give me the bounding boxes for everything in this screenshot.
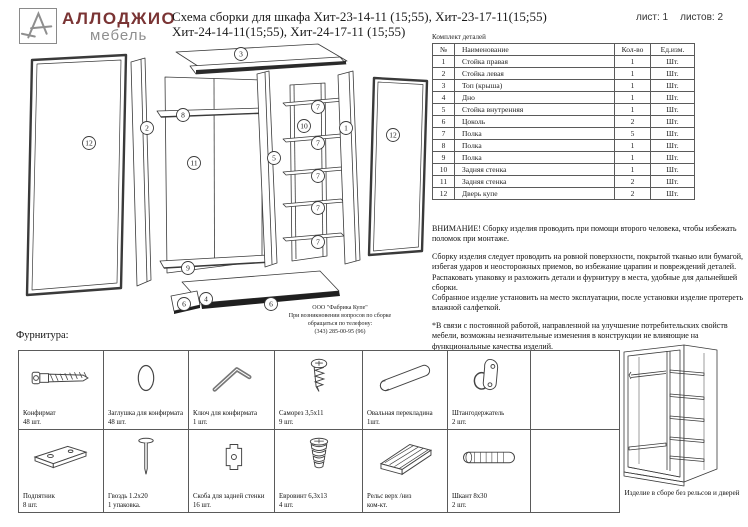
hardware-item [189,430,275,512]
note-paragraph: Собранное изделие установить на место эксплуатации, после установки изделие протереть влажной салфеткой. [432,292,744,313]
parts-table-row [433,80,695,92]
parts-table-column-header: № [433,44,455,56]
hardware-item [363,430,448,512]
hardware-item-label: Гвоздь 1.2х20 1 упаковка. [108,493,148,509]
part-number-label [312,236,325,249]
svg-text:6: 6 [269,299,273,309]
part-number-label [141,122,154,135]
parts-table-column-header: Ед.изм. [651,44,695,56]
page-title-line1: Схема сборки для шкафа Хит-23-14-11 (15;55), Хит-23-17-11(15;55) [172,9,547,24]
euro-screw-icon [284,432,354,482]
hardware-item [19,351,104,430]
part-number-label [268,152,281,165]
page-title-line2: Хит-24-14-11(15;55), Хит-24-17-11 (15;55) [172,24,406,39]
svg-text:1: 1 [344,123,348,133]
parts-table-cell: Стойка левая [455,68,615,80]
parts-table-cell: 5 [615,128,651,140]
parts-table-cell: 1 [615,164,651,176]
hardware-item [275,430,363,512]
parts-table-cell: Дно [455,92,615,104]
parts-table-cell: Задняя стенка [455,164,615,176]
brand-name: АЛЛОДЖИО [62,9,177,28]
parts-table-cell: 2 [433,68,455,80]
part-number-label [200,293,213,306]
parts-table-row [433,188,695,200]
part-number-label [312,137,325,150]
parts-table-cell: 2 [615,176,651,188]
svg-text:12: 12 [389,130,397,140]
parts-table-row [433,104,695,116]
hardware-item-label: Штангодержатель 2 шт. [452,410,505,426]
part-number-label [188,157,201,170]
hardware-item [104,430,189,512]
parts-table-row [433,176,695,188]
parts-table-row [433,92,695,104]
contact-line: обращаться по телефону: [307,321,373,328]
parts-table-cell: 1 [615,92,651,104]
exploded-diagram-parts [27,44,427,314]
svg-text:4: 4 [204,294,208,304]
hardware-item [363,351,448,430]
parts-table-cell: Шт. [651,56,695,68]
parts-table-cell: 1 [615,56,651,68]
parts-table-cell: Шт. [651,80,695,92]
parts-table-cell: 10 [433,164,455,176]
part-number-label [178,298,191,311]
svg-text:5: 5 [272,153,276,163]
parts-table-column-header: Кол-во [615,44,651,56]
parts-table-cell: Шт. [651,116,695,128]
parts-table-cell: Полка [455,152,615,164]
svg-text:2: 2 [145,123,149,133]
parts-table-cell: 5 [433,104,455,116]
rail-profile-icon [370,432,440,482]
parts-table-cell: 1 [615,104,651,116]
disclaimer-paragraph: *В связи с постоянной работой, направленной на улучшение потребительских свойств мебели, возможны незначительные изменения в конструкции не влияющие на функциональные качества изделий. [432,321,728,351]
parts-table-cell: 3 [433,80,455,92]
brand-subtitle: мебель [90,26,148,44]
svg-text:7: 7 [316,102,320,112]
parts-table-row [433,56,695,68]
hardware-item-label: Рельс верх /низ ком-кт. [367,493,412,509]
self-tapping-screw-icon [284,353,354,403]
hardware-item-label: Подпятник 8 шт. [23,493,55,509]
back-wall-bracket-icon [197,432,267,482]
svg-text:11: 11 [190,158,198,168]
part-number-label [235,48,248,61]
parts-table-cell: Дверь купе [455,188,615,200]
hardware-item [275,351,363,430]
hex-key-icon [197,353,267,403]
note-paragraph: Распаковать упаковку и разложить детали и фурнитуру в места, удобные для дальнейшей сборки. [432,272,738,292]
hardware-grid [18,350,620,513]
svg-text:7: 7 [316,171,320,181]
note-paragraph: Сборку изделия следует проводить на ровной поверхности, покрытой тканью или бумагой, избегая ударов и неосторожных приемов, во избежание царапин и повреждений деталей. [432,252,744,272]
parts-table-header-row [433,44,695,56]
svg-text:8: 8 [181,110,185,120]
parts-table-body [433,56,695,200]
foot-pad-icon [26,432,96,482]
hardware-item-label: Саморез 3,5х11 9 шт. [279,410,324,426]
hardware-item [104,351,189,430]
parts-table-cell: Шт. [651,68,695,80]
parts-table-cell: Стойка правая [455,56,615,68]
parts-table-row [433,116,695,128]
parts-table-cell: Полка [455,128,615,140]
svg-text:6: 6 [182,299,186,309]
manufacturer-contact [270,304,410,336]
parts-table-cell: Шт. [651,140,695,152]
hardware-item-label: Конфирмат 48 шт. [23,410,56,426]
part-number-label [182,262,195,275]
svg-text:7: 7 [316,203,320,213]
parts-table-cell: 8 [433,140,455,152]
hardware-item [448,351,531,430]
parts-table-cell: 11 [433,176,455,188]
contact-line: При возникновении вопросов по сборке [288,313,392,320]
svg-text:3: 3 [239,49,243,59]
svg-text:9: 9 [186,263,190,273]
nail-icon [111,432,181,482]
assembled-wardrobe-drawing [616,340,748,490]
parts-table-cell: 1 [615,68,651,80]
hardware-item [189,351,275,430]
sheet-number: лист: 1 [636,12,669,23]
part-number-label [312,202,325,215]
dowel-icon [454,432,524,482]
parts-table-cell: 7 [433,128,455,140]
hardware-item [19,430,104,512]
parts-table-cell: 12 [433,188,455,200]
svg-text:10: 10 [300,121,308,131]
parts-table-cell: Топ (крыша) [455,80,615,92]
plug-icon [111,353,181,403]
parts-table-cell: 1 [615,152,651,164]
parts-table-cell: 1 [615,140,651,152]
parts-table-cell: Задняя стенка [455,176,615,188]
hardware-item-label: Шкант 8х30 2 шт. [452,493,487,509]
parts-table-cell: 6 [433,116,455,128]
part-number-label [312,170,325,183]
parts-table-cell: Шт. [651,188,695,200]
parts-table-row [433,164,695,176]
svg-text:12: 12 [85,138,93,148]
svg-text:7: 7 [316,138,320,148]
part-number-label [312,101,325,114]
parts-table-row [433,152,695,164]
hardware-item-label: Овальная перекладина 1шт. [367,410,433,426]
assembled-wardrobe-caption: Изделие в сборе без рельсов и дверей [624,489,740,497]
parts-table-column-header: Наименование [455,44,615,56]
parts-table-cell: Полка [455,140,615,152]
part-number-label [298,120,311,133]
parts-table-cell: 2 [615,116,651,128]
hardware-item-label: Скоба для задней стенки 16 шт. [193,493,265,509]
hardware-item-label: Заглушка для конфирмата 48 шт. [108,410,183,426]
parts-table-cell: 4 [433,92,455,104]
part-number-label [387,129,400,142]
parts-table-cell: Шт. [651,104,695,116]
parts-table-cell: 9 [433,152,455,164]
part-number-label [177,109,190,122]
parts-table-cell: Шт. [651,128,695,140]
warning-paragraph: ВНИМАНИЕ! Сборку изделия проводить при помощи второго человека, чтобы избежать поломок при монтаже. [432,224,737,244]
parts-table-cell: Шт. [651,176,695,188]
hardware-item-label: Ключ для конфирмата 1 шт. [193,410,258,426]
contact-line: (343) 285-00-95 (96) [314,329,366,336]
sheets-total: листов: 2 [680,12,724,23]
part-number-label [340,122,353,135]
parts-table-cell: 1 [433,56,455,68]
part-number-label [83,137,96,150]
parts-table-cell: Стойка внутренняя [455,104,615,116]
rod-holder-icon [454,353,524,403]
parts-table-cell: Шт. [651,152,695,164]
parts-table-row [433,140,695,152]
parts-table-cell: Шт. [651,164,695,176]
parts-table-cell: 1 [615,80,651,92]
hardware-empty-cell [531,430,619,512]
hardware-item [448,430,531,512]
svg-text:7: 7 [316,237,320,247]
parts-table-cell: Цоколь [455,116,615,128]
hardware-section-title: Фурнитура: [16,330,69,341]
parts-table-cell: 2 [615,188,651,200]
parts-table-row [433,128,695,140]
contact-line: ООО "Фабрика Купе" [312,305,368,311]
confirmat-screw-icon [26,353,96,403]
hardware-item-label: Евровинт 6,3х13 4 шт. [279,493,328,509]
hardware-empty-cell [531,351,619,430]
parts-table [432,43,695,200]
parts-table-title: Комплект деталей [432,33,486,41]
parts-table-cell: Шт. [651,92,695,104]
parts-table-row [433,68,695,80]
oval-rail-icon [370,353,440,403]
